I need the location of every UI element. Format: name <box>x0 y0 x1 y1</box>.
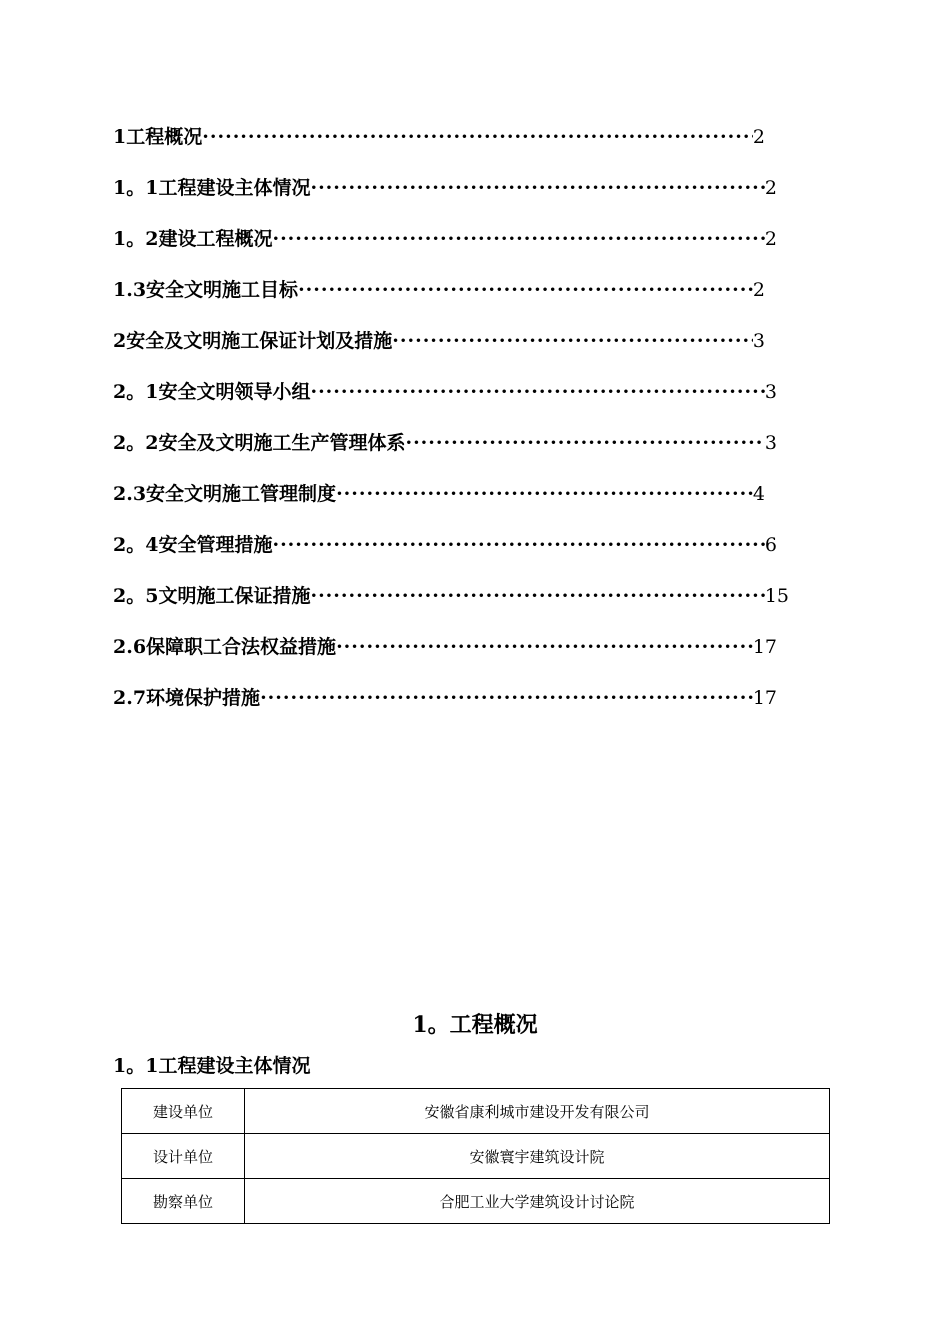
project-parties-table <box>121 1088 830 1224</box>
table-cell-value: 安徽省康利城市建设开发有限公司 <box>245 1089 830 1134</box>
toc-entry[interactable] <box>113 122 765 152</box>
toc-entry-page: 17 <box>752 687 777 709</box>
toc-entry-label: 2安全及文明施工保证计划及措施 <box>113 330 393 352</box>
toc-entry-label: 2。1安全文明领导小组 <box>113 381 311 403</box>
chapter-title: 1。工程概况 <box>412 1012 538 1038</box>
toc-dot-leader <box>336 636 753 658</box>
table-cell-key: 建设单位 <box>122 1089 245 1134</box>
toc-dot-leader <box>202 126 753 148</box>
toc-entry[interactable] <box>113 428 777 458</box>
toc-entry[interactable] <box>113 173 777 203</box>
toc-dot-leader <box>336 483 753 505</box>
toc-entry-page: 15 <box>764 585 789 607</box>
toc-entry-label: 1。1工程建设主体情况 <box>113 177 311 199</box>
toc-entry-label: 2.3安全文明施工管理制度 <box>113 483 337 505</box>
toc-entry-label: 2.6保障职工合法权益措施 <box>113 636 337 658</box>
toc-entry-page: 2 <box>752 279 765 301</box>
toc-dot-leader <box>310 381 764 403</box>
toc-entry[interactable] <box>113 377 777 407</box>
table-cell-key: 勘察单位 <box>122 1179 245 1224</box>
toc-entry-page: 4 <box>752 483 765 505</box>
toc-entry-label: 1。2建设工程概况 <box>113 228 273 250</box>
table-row <box>122 1089 830 1134</box>
toc-entry-page: 2 <box>764 228 777 250</box>
table-cell-value: 安徽寰宇建筑设计院 <box>245 1134 830 1179</box>
toc-entry[interactable] <box>113 224 777 254</box>
section-title: 1。1工程建设主体情况 <box>113 1055 311 1077</box>
toc-dot-leader <box>298 279 753 301</box>
toc-entry[interactable] <box>113 326 765 356</box>
table-cell-value: 合肥工业大学建筑设计讨论院 <box>245 1179 830 1224</box>
toc-entry-page: 6 <box>764 534 777 556</box>
toc-entry[interactable] <box>113 632 777 662</box>
toc-dot-leader <box>310 585 764 607</box>
toc-entry-label: 1.3安全文明施工目标 <box>113 279 299 301</box>
toc-entry[interactable] <box>113 479 765 509</box>
table-row <box>122 1134 830 1179</box>
toc-dot-leader <box>272 534 764 556</box>
table-row <box>122 1179 830 1224</box>
toc-dot-leader <box>260 687 753 709</box>
toc-entry[interactable] <box>113 275 765 305</box>
toc-entry-page: 3 <box>764 381 777 403</box>
toc-dot-leader <box>392 330 753 352</box>
toc-dot-leader <box>310 177 764 199</box>
toc-entry[interactable] <box>113 581 789 611</box>
toc-entry-page: 2 <box>752 126 765 148</box>
toc-entry-label: 2。4安全管理措施 <box>113 534 273 556</box>
toc-entry-page: 2 <box>764 177 777 199</box>
toc-entry-label: 1工程概况 <box>113 126 203 148</box>
toc-entry-page: 3 <box>764 432 777 454</box>
table-cell-key: 设计单位 <box>122 1134 245 1179</box>
toc-dot-leader <box>405 432 764 454</box>
toc-entry[interactable] <box>113 683 777 713</box>
toc-entry-page: 3 <box>752 330 765 352</box>
toc-entry-label: 2。5文明施工保证措施 <box>113 585 311 607</box>
toc-entry-label: 2。2安全及文明施工生产管理体系 <box>113 432 406 454</box>
toc-entry[interactable] <box>113 530 777 560</box>
toc-entry-page: 17 <box>752 636 777 658</box>
toc-dot-leader <box>272 228 764 250</box>
toc-entry-label: 2.7环境保护措施 <box>113 687 261 709</box>
